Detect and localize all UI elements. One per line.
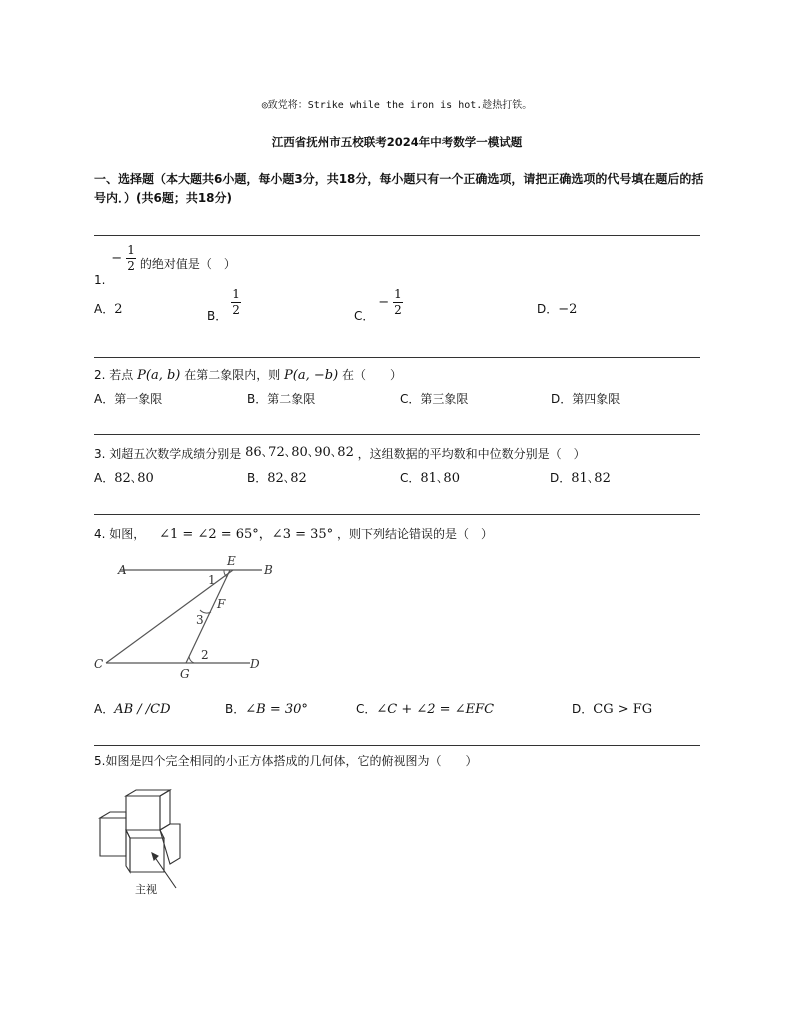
option-d[interactable]: D．第四象限 [551, 392, 621, 406]
question-1 [94, 243, 236, 287]
divider [94, 235, 700, 236]
option-d[interactable]: D．CG > FG [572, 702, 653, 717]
divider [94, 357, 700, 358]
parallel-lines-figure [90, 552, 280, 684]
cube-front-face [130, 838, 164, 872]
divider [94, 745, 700, 746]
label-c: C [94, 657, 104, 671]
cube-side-face [160, 824, 180, 864]
cube-front-face [126, 796, 160, 830]
label-d: D [250, 657, 260, 671]
option-d[interactable]: D．81､82 [550, 471, 611, 486]
divider [94, 514, 700, 515]
question-3: 3. 刘超五次数学成绩分别是 86､72､80､90､82 ，这组数据的平均数和中位数分别是（ ） [94, 445, 586, 461]
option-a[interactable]: A．2 [94, 302, 123, 317]
question-number: 1. [94, 273, 106, 287]
section-heading: 一、选择题（本大题共6小题，每小题3分，共18分，每小题只有一个正确选项，请把正确选项的代号填在题后的括号内．）(共6题；共18分) [94, 172, 704, 205]
question-5: 5.如图是四个完全相同的小正方体搭成的几何体，它的俯视图为（ ） [94, 754, 478, 768]
divider [94, 434, 700, 435]
label-angle-2: 2 [201, 648, 209, 662]
arrow-head-icon [152, 853, 158, 860]
option-b[interactable]: B．82､82 [247, 471, 307, 486]
cube-top-face [126, 790, 170, 796]
option-c[interactable]: C． − $\frac{1}{2}$ [354, 287, 402, 323]
option-d[interactable]: D．−2 [537, 302, 578, 317]
question-2: 2. 若点 P(a, b) 在第二象限内，则 P(a, −b) 在（ ） [94, 368, 402, 383]
label-angle-3: 3 [196, 613, 204, 627]
option-c[interactable]: C．81､80 [400, 471, 460, 486]
motto: ◎致党将：Strike while the iron is hot.趁热打铁。 [261, 100, 533, 111]
option-a[interactable]: A．AB / /CD [94, 702, 171, 717]
cube-top-face [126, 830, 164, 838]
label-e: E [227, 554, 236, 568]
cube-top-face [100, 812, 126, 818]
option-c[interactable]: C．∠C + ∠2 = ∠EFC [356, 702, 495, 717]
option-b[interactable]: B．第二象限 [247, 392, 316, 406]
option-a[interactable]: A．第一象限 [94, 392, 163, 406]
figure-caption: 主视 [135, 883, 157, 896]
cube-side-face [126, 830, 130, 872]
option-c[interactable]: C．第三象限 [400, 392, 469, 406]
label-angle-1: 1 [208, 573, 216, 587]
expression-neg-half: − $\frac{1}{2}$ [111, 243, 135, 273]
label-f: F [217, 597, 226, 611]
cube-side-face [160, 790, 170, 830]
cube-front-face [100, 818, 126, 856]
question-4: 4. 如图， ∠1 = ∠2 = 65°，∠3 = 35° ，则下列结论错误的是（ ） [94, 527, 494, 542]
option-b[interactable]: B．∠B = 30° [225, 702, 308, 717]
option-a[interactable]: A．82､80 [94, 471, 154, 486]
question-stem: 的绝对值是（ ） [139, 257, 236, 271]
label-g: G [180, 667, 190, 681]
page-title: 江西省抚州市五校联考2024年中考数学一模试题 [271, 135, 523, 149]
label-a: A [118, 563, 127, 577]
label-b: B [264, 563, 273, 577]
angle-2-arc [189, 656, 194, 663]
option-b[interactable]: B． $\frac{1}{2}$ [207, 287, 240, 323]
